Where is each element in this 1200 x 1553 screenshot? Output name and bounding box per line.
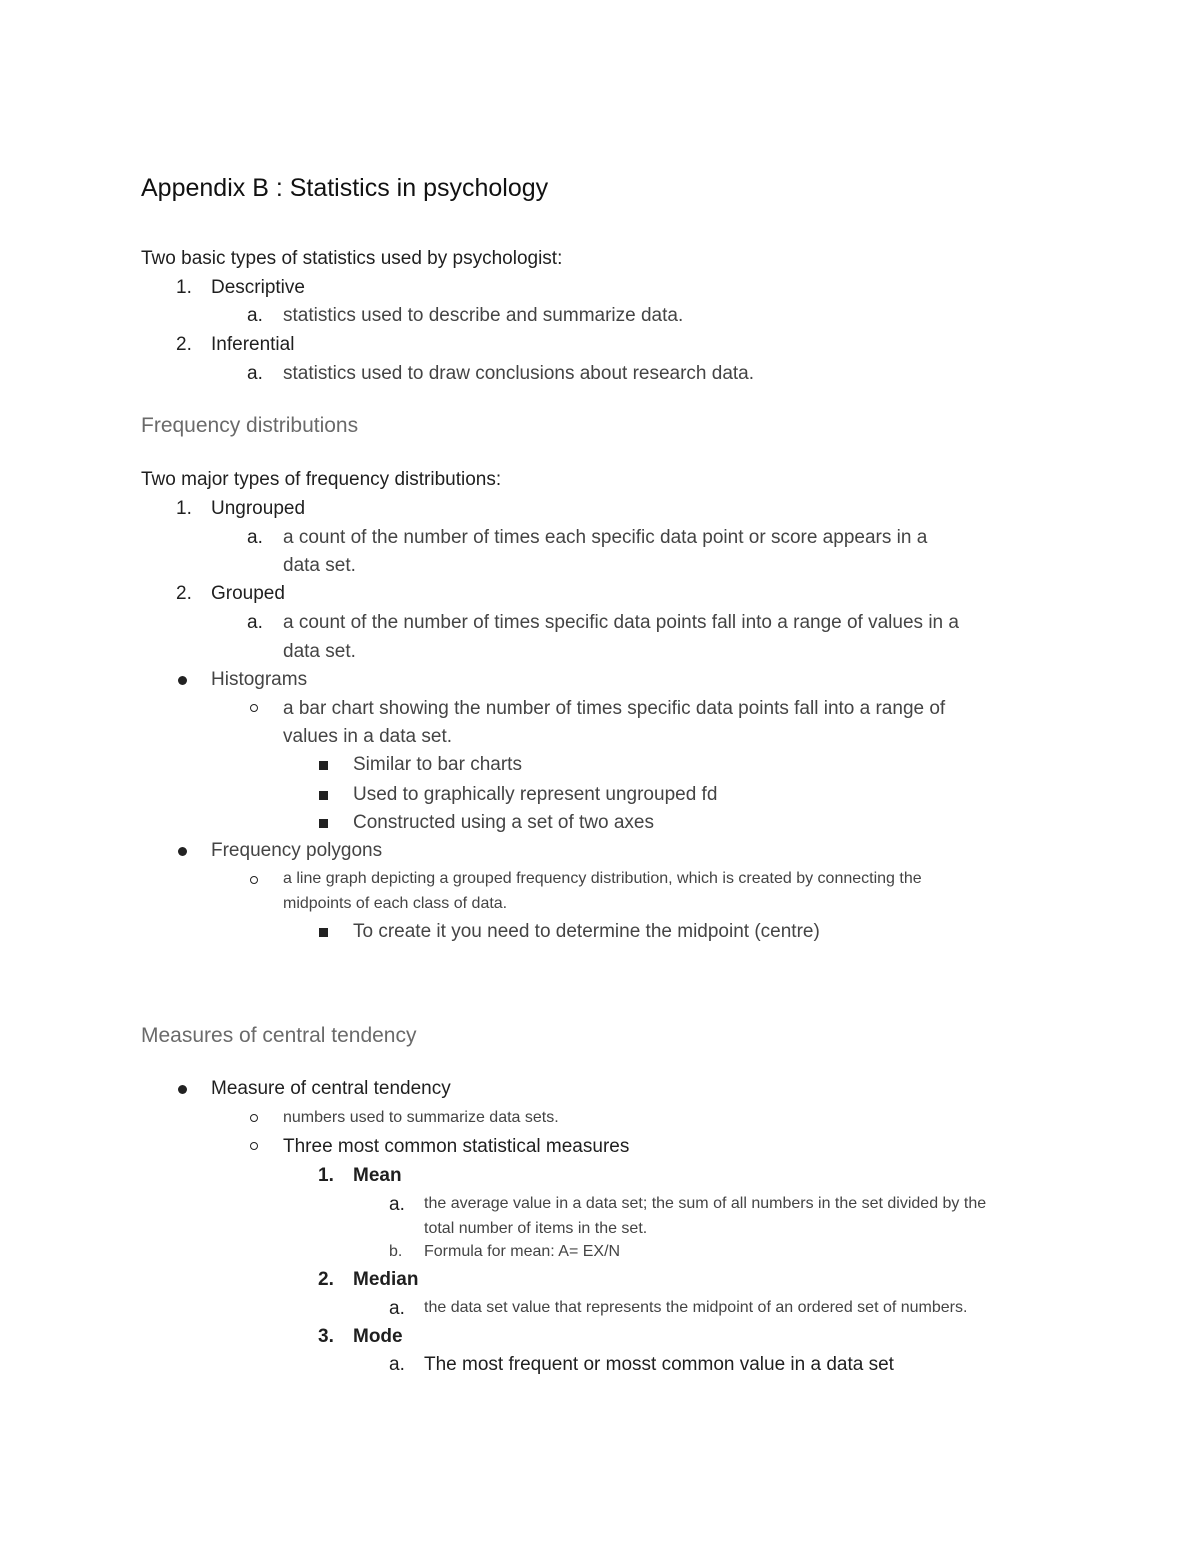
histograms-point: Constructed using a set of two axes — [353, 812, 654, 833]
bullet-circle-icon — [250, 1142, 258, 1150]
list-marker: 1. — [176, 277, 192, 298]
grouped-desc-line2: data set. — [283, 641, 356, 662]
histograms-point: Used to graphically represent ungrouped fd — [353, 784, 718, 805]
mean-formula: Formula for mean: A= EX/N — [424, 1243, 621, 1260]
bullet-disc-icon — [178, 847, 187, 856]
list-item-descriptive: Descriptive — [211, 277, 305, 298]
bullet-square-icon — [319, 761, 328, 770]
grouped-desc-line1: a count of the number of times specific data points fall into a range of values in a — [283, 612, 959, 633]
list-marker: a. — [389, 1354, 405, 1375]
histograms-desc-line1: a bar chart showing the number of times specific data points fall into a range of — [283, 698, 946, 719]
bullet-square-icon — [319, 928, 328, 937]
bullet-square-icon — [319, 819, 328, 828]
list-marker: a. — [247, 612, 263, 633]
central-sub-2: Three most common statistical measures — [283, 1136, 630, 1157]
page-title: Appendix B : Statistics in psychology — [141, 174, 549, 202]
histograms-point: Similar to bar charts — [353, 754, 522, 775]
bullet-circle-icon — [250, 704, 258, 712]
polygons-point: To create it you need to determine the midpoint (centre) — [353, 921, 820, 942]
bullet-disc-icon — [178, 1085, 187, 1094]
list-marker: b. — [389, 1243, 403, 1260]
list-item-measure-central-tendency: Measure of central tendency — [211, 1078, 451, 1099]
list-item-inferential-desc: statistics used to draw conclusions about research data. — [283, 363, 755, 384]
measure-median: Median — [353, 1269, 419, 1290]
histograms-desc-line2: values in a data set. — [283, 726, 452, 747]
list-marker: 3. — [318, 1326, 334, 1347]
bullet-disc-icon — [178, 676, 187, 685]
measure-mean: Mean — [353, 1165, 402, 1186]
section-heading-frequency: Frequency distributions — [141, 414, 359, 437]
list-marker: a. — [247, 305, 263, 326]
measure-mode: Mode — [353, 1326, 403, 1347]
list-marker: a. — [389, 1194, 405, 1215]
list-marker: 2. — [318, 1269, 334, 1290]
polygons-desc-line1: a line graph depicting a grouped frequency distribution, which is created by connecting the — [283, 870, 922, 887]
list-marker: a. — [247, 363, 263, 384]
ungrouped-desc-line2: data set. — [283, 555, 356, 576]
central-sub-1: numbers used to summarize data sets. — [283, 1109, 559, 1126]
bullet-circle-icon — [250, 1114, 258, 1122]
bullet-circle-icon — [250, 876, 258, 884]
list-item-grouped: Grouped — [211, 583, 285, 604]
list-marker: 1. — [318, 1165, 334, 1186]
list-marker: 2. — [176, 583, 192, 604]
list-marker: 1. — [176, 498, 192, 519]
list-item-ungrouped: Ungrouped — [211, 498, 306, 519]
section-heading-central-tendency: Measures of central tendency — [141, 1024, 417, 1047]
mean-desc-line1: the average value in a data set; the sum of all numbers in the set divided by the — [424, 1195, 987, 1212]
polygons-desc-line2: midpoints of each class of data. — [283, 895, 508, 912]
list-item-histograms: Histograms — [211, 669, 308, 690]
mode-desc: The most frequent or mosst common value in a data set — [424, 1354, 894, 1375]
list-item-descriptive-desc: statistics used to describe and summarize data. — [283, 305, 684, 326]
list-marker: 2. — [176, 334, 192, 355]
list-item-inferential: Inferential — [211, 334, 295, 355]
median-desc: the data set value that represents the midpoint of an ordered set of numbers. — [424, 1299, 968, 1316]
mean-desc-line2: total number of items in the set. — [424, 1220, 648, 1237]
list-item-frequency-polygons: Frequency polygons — [211, 840, 383, 861]
bullet-square-icon — [319, 791, 328, 800]
list-marker: a. — [389, 1298, 405, 1319]
frequency-intro: Two major types of frequency distributions: — [141, 469, 502, 490]
list-marker: a. — [247, 527, 263, 548]
ungrouped-desc-line1: a count of the number of times each specific data point or score appears in a — [283, 527, 928, 548]
intro-text: Two basic types of statistics used by psychologist: — [141, 248, 563, 269]
